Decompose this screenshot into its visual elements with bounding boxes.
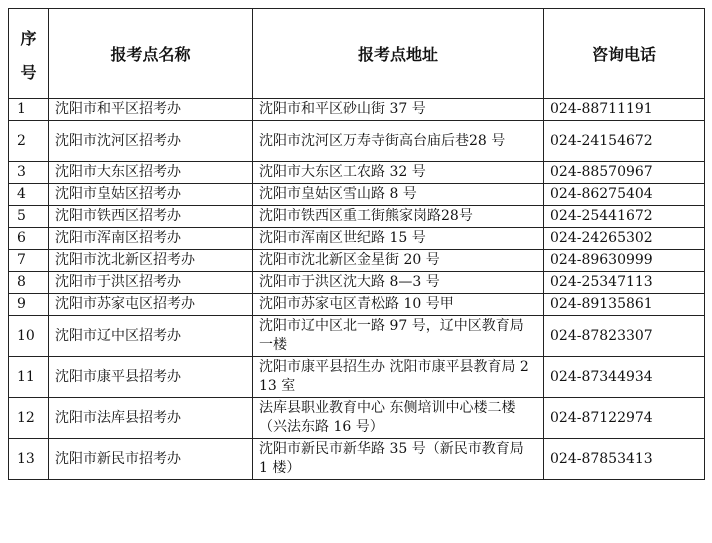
table-row bbox=[9, 272, 705, 294]
row-number: 1 bbox=[9, 99, 49, 121]
table-row bbox=[9, 294, 705, 316]
site-address: 沈阳市沈河区万寿寺街高台庙后巷28 号 bbox=[253, 121, 544, 162]
site-phone: 024-88711191 bbox=[544, 99, 705, 121]
site-phone: 024-24154672 bbox=[544, 121, 705, 162]
table-row bbox=[9, 357, 705, 398]
site-name: 沈阳市苏家屯区招考办 bbox=[49, 294, 253, 316]
site-name: 沈阳市铁西区招考办 bbox=[49, 206, 253, 228]
site-name: 沈阳市沈北新区招考办 bbox=[49, 250, 253, 272]
site-name: 沈阳市辽中区招考办 bbox=[49, 316, 253, 357]
site-phone: 024-86275404 bbox=[544, 184, 705, 206]
site-address: 沈阳市辽中区北一路 97 号，辽中区教育局一楼 bbox=[253, 316, 544, 357]
table-header-row bbox=[9, 9, 705, 99]
table-row bbox=[9, 316, 705, 357]
site-address: 沈阳市苏家屯区青松路 10 号甲 bbox=[253, 294, 544, 316]
table-row bbox=[9, 439, 705, 480]
table-row bbox=[9, 121, 705, 162]
site-address: 沈阳市浑南区世纪路 15 号 bbox=[253, 228, 544, 250]
site-name: 沈阳市新民市招考办 bbox=[49, 439, 253, 480]
row-number: 12 bbox=[9, 398, 49, 439]
table-row bbox=[9, 398, 705, 439]
row-number: 4 bbox=[9, 184, 49, 206]
site-address: 沈阳市皇姑区雪山路 8 号 bbox=[253, 184, 544, 206]
table-row bbox=[9, 99, 705, 121]
site-name: 沈阳市法库县招考办 bbox=[49, 398, 253, 439]
site-address: 沈阳市和平区砂山街 37 号 bbox=[253, 99, 544, 121]
row-number: 7 bbox=[9, 250, 49, 272]
site-phone: 024-24265302 bbox=[544, 228, 705, 250]
site-phone: 024-87122974 bbox=[544, 398, 705, 439]
row-number: 6 bbox=[9, 228, 49, 250]
site-phone: 024-89135861 bbox=[544, 294, 705, 316]
header-number bbox=[9, 9, 49, 99]
site-phone: 024-87344934 bbox=[544, 357, 705, 398]
site-phone: 024-25441672 bbox=[544, 206, 705, 228]
row-number: 10 bbox=[9, 316, 49, 357]
site-phone: 024-87853413 bbox=[544, 439, 705, 480]
header-site-address: 报考点地址 bbox=[253, 9, 544, 99]
row-number: 8 bbox=[9, 272, 49, 294]
site-name: 沈阳市康平县招考办 bbox=[49, 357, 253, 398]
site-name: 沈阳市皇姑区招考办 bbox=[49, 184, 253, 206]
header-number-line1: 序 bbox=[20, 28, 37, 48]
row-number: 5 bbox=[9, 206, 49, 228]
site-phone: 024-89630999 bbox=[544, 250, 705, 272]
site-address: 沈阳市铁西区重工街熊家岗路28号 bbox=[253, 206, 544, 228]
site-name: 沈阳市于洪区招考办 bbox=[49, 272, 253, 294]
table-row bbox=[9, 206, 705, 228]
table-row bbox=[9, 184, 705, 206]
site-name: 沈阳市和平区招考办 bbox=[49, 99, 253, 121]
row-number: 11 bbox=[9, 357, 49, 398]
row-number: 13 bbox=[9, 439, 49, 480]
site-name: 沈阳市大东区招考办 bbox=[49, 162, 253, 184]
row-number: 2 bbox=[9, 121, 49, 162]
exam-sites-table bbox=[8, 8, 705, 480]
site-address: 沈阳市沈北新区金星街 20 号 bbox=[253, 250, 544, 272]
site-address: 沈阳市康平县招生办 沈阳市康平县教育局 213 室 bbox=[253, 357, 544, 398]
header-phone: 咨询电话 bbox=[544, 9, 705, 99]
header-number-line2: 号 bbox=[20, 62, 37, 82]
site-phone: 024-25347113 bbox=[544, 272, 705, 294]
table-row bbox=[9, 228, 705, 250]
row-number: 3 bbox=[9, 162, 49, 184]
row-number: 9 bbox=[9, 294, 49, 316]
site-address: 沈阳市新民市新华路 35 号（新民市教育局 1 楼） bbox=[253, 439, 544, 480]
site-address: 法库县职业教育中心 东侧培训中心楼二楼（兴法东路 16 号） bbox=[253, 398, 544, 439]
table-row bbox=[9, 162, 705, 184]
table-row bbox=[9, 250, 705, 272]
site-phone: 024-88570967 bbox=[544, 162, 705, 184]
site-phone: 024-87823307 bbox=[544, 316, 705, 357]
site-address: 沈阳市大东区工农路 32 号 bbox=[253, 162, 544, 184]
site-name: 沈阳市浑南区招考办 bbox=[49, 228, 253, 250]
site-address: 沈阳市于洪区沈大路 8—3 号 bbox=[253, 272, 544, 294]
site-name: 沈阳市沈河区招考办 bbox=[49, 121, 253, 162]
header-site-name: 报考点名称 bbox=[49, 9, 253, 99]
